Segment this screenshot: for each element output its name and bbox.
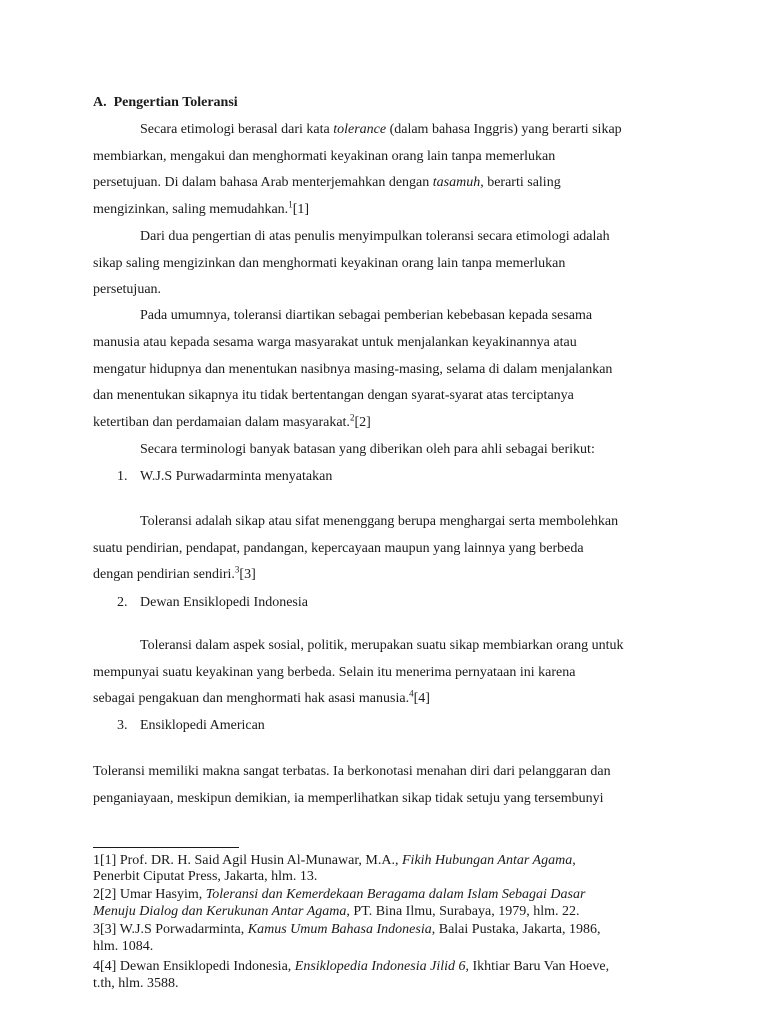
paragraph-2-line-1: Dari dua pengertian di atas penulis menyimpulkan toleransi secara etimologi adalah xyxy=(140,229,610,244)
footnote-link-4[interactable]: [4] xyxy=(413,691,430,706)
paragraph-3-line-2: manusia atau kepada sesama warga masyarakat untuk menjalankan keyakinannya atau xyxy=(93,335,577,350)
footnote-ref-1[interactable]: 1 xyxy=(288,199,293,210)
paragraph-3-line-1: Pada umumnya, toleransi diartikan sebagai pemberian kebebasan kepada sesama xyxy=(140,308,593,323)
footnote-separator xyxy=(93,847,239,848)
term-tolerance: tolerance xyxy=(333,122,387,137)
list-item-2-number: 2. xyxy=(117,595,128,610)
section-title: Pengertian Toleransi xyxy=(113,95,238,110)
section-marker: A. xyxy=(93,95,107,110)
footnote-4-line-1: 4[4] Dewan Ensiklopedi Indonesia, Ensiklopedia Indonesia Jilid 6, Ikhtiar Baru Van Hoeve, xyxy=(93,959,610,974)
footnote-1-line-1: 1[1] Prof. DR. H. Said Agil Husin Al-Munawar, M.A., Fikih Hubungan Antar Agama, xyxy=(93,853,576,868)
quote-2-line-3: sebagai pengakuan dan menghormati hak asasi manusia.$^4$[4] xyxy=(93,688,430,706)
section-heading xyxy=(93,94,238,112)
footnote-3-line-1: 3[3] W.J.S Porwadarminta, Kamus Umum Bahasa Indonesia, Balai Pustaka, Jakarta, 1986, xyxy=(93,922,601,937)
paragraph-1-line-2: membiarkan, mengakui dan menghormati keyakinan orang lain tanpa memerlukan xyxy=(93,149,556,164)
footnote-2-line-2: Menuju Dialog dan Kerukunan Antar Agama, PT. Bina Ilmu, Surabaya, 1979, hlm. 22. xyxy=(93,904,580,919)
footnote-3-title: Kamus Umum Bahasa Indonesia xyxy=(247,922,432,937)
list-item-1-number: 1. xyxy=(117,469,128,484)
footnote-2-line-1: 2[2] Umar Hasyim, Toleransi dan Kemerdekaan Beragama dalam Islam Sebagai Dasar xyxy=(93,887,586,902)
list-item-1-label: W.J.S Purwadarminta menyatakan xyxy=(140,469,333,484)
footnote-2-title-part-1: Toleransi dan Kemerdekaan Beragama dalam Islam Sebagai Dasar xyxy=(205,887,586,902)
footnote-ref-4[interactable]: 4 xyxy=(409,688,414,699)
paragraph-2-line-3: persetujuan. xyxy=(93,282,162,297)
footnote-2-title-part-2: Menuju Dialog dan Kerukunan Antar Agama xyxy=(93,904,347,919)
paragraph-2-line-2: sikap saling mengizinkan dan menghormati keyakinan orang lain tanpa memerlukan xyxy=(93,256,566,271)
list-item-3-number: 3. xyxy=(117,718,128,733)
footnote-4-line-2: t.th, hlm. 3588. xyxy=(93,976,179,991)
paragraph-1-line-4: mengizinkan, saling memudahkan.$^1$[1] xyxy=(93,199,310,217)
footnote-ref-2[interactable]: 2 xyxy=(349,412,355,423)
footnote-link-3[interactable]: [3] xyxy=(239,567,256,582)
footnote-link-2[interactable]: [2] xyxy=(354,415,371,430)
footnote-4-title: Ensiklopedia Indonesia Jilid 6 xyxy=(294,959,466,974)
paragraph-3-line-4: dan menentukan sikapnya itu tidak bertentangan dengan syarat-syarat atas terciptanya xyxy=(93,388,574,403)
quote-1-line-1: Toleransi adalah sikap atau sifat menenggang berupa menghargai serta membolehkan xyxy=(140,514,619,529)
footnote-ref-3[interactable]: 3 xyxy=(234,564,240,575)
paragraph-1-line-3: persetujuan. Di dalam bahasa Arab menterjemahkan dengan tasamuh, berarti saling xyxy=(93,175,561,190)
footnote-3-mark[interactable]: 3[3] xyxy=(93,922,117,937)
quote-2-line-1: Toleransi dalam aspek sosial, politik, merupakan suatu sikap membiarkan orang untuk xyxy=(140,638,624,653)
paragraph-1-line-1: Secara etimologi berasal dari kata tolerance (dalam bahasa Inggris) yang berarti sikap xyxy=(140,122,622,137)
list-item-2-label: Dewan Ensiklopedi Indonesia xyxy=(140,595,308,610)
term-tasamuh: tasamuh xyxy=(432,175,481,190)
paragraph-4-line-1: Secara terminologi banyak batasan yang diberikan oleh para ahli sebagai berikut: xyxy=(140,442,595,457)
quote-1-line-3: dengan pendirian sendiri.$^3$[3] xyxy=(93,564,256,582)
quote-1-line-2: suatu pendirian, pendapat, pandangan, kepercayaan maupun yang lainnya yang berbeda xyxy=(93,541,584,556)
paragraph-5-line-1: Toleransi memiliki makna sangat terbatas. Ia berkonotasi menahan diri dari pelanggaran dan xyxy=(93,764,611,779)
paragraph-3-line-5: ketertiban dan perdamaian dalam masyarakat.$^2$[2] xyxy=(93,412,371,430)
paragraph-3-line-3: mengatur hidupnya dan menentukan nasibnya masing-masing, selama di dalam menjalankan xyxy=(93,362,613,377)
footnote-link-1[interactable]: [1] xyxy=(292,202,310,217)
paragraph-5-line-2: penganiayaan, meskipun demikian, ia memperlihatkan sikap tidak setuju yang tersembunyi xyxy=(93,791,604,806)
footnote-3-line-2: hlm. 1084. xyxy=(93,939,154,954)
footnote-1-mark[interactable]: 1[1] xyxy=(93,853,117,868)
list-item-3-label: Ensiklopedi American xyxy=(140,718,265,733)
quote-2-line-2: mempunyai suatu keyakinan yang berbeda. Selain itu menerima pernyataan ini karena xyxy=(93,665,576,680)
footnote-1-line-2: Penerbit Ciputat Press, Jakarta, hlm. 13. xyxy=(93,869,318,884)
footnote-4-mark[interactable]: 4[4] xyxy=(93,959,117,974)
footnote-2-mark[interactable]: 2[2] xyxy=(93,887,117,902)
footnote-1-title: Fikih Hubungan Antar Agama xyxy=(402,853,573,868)
